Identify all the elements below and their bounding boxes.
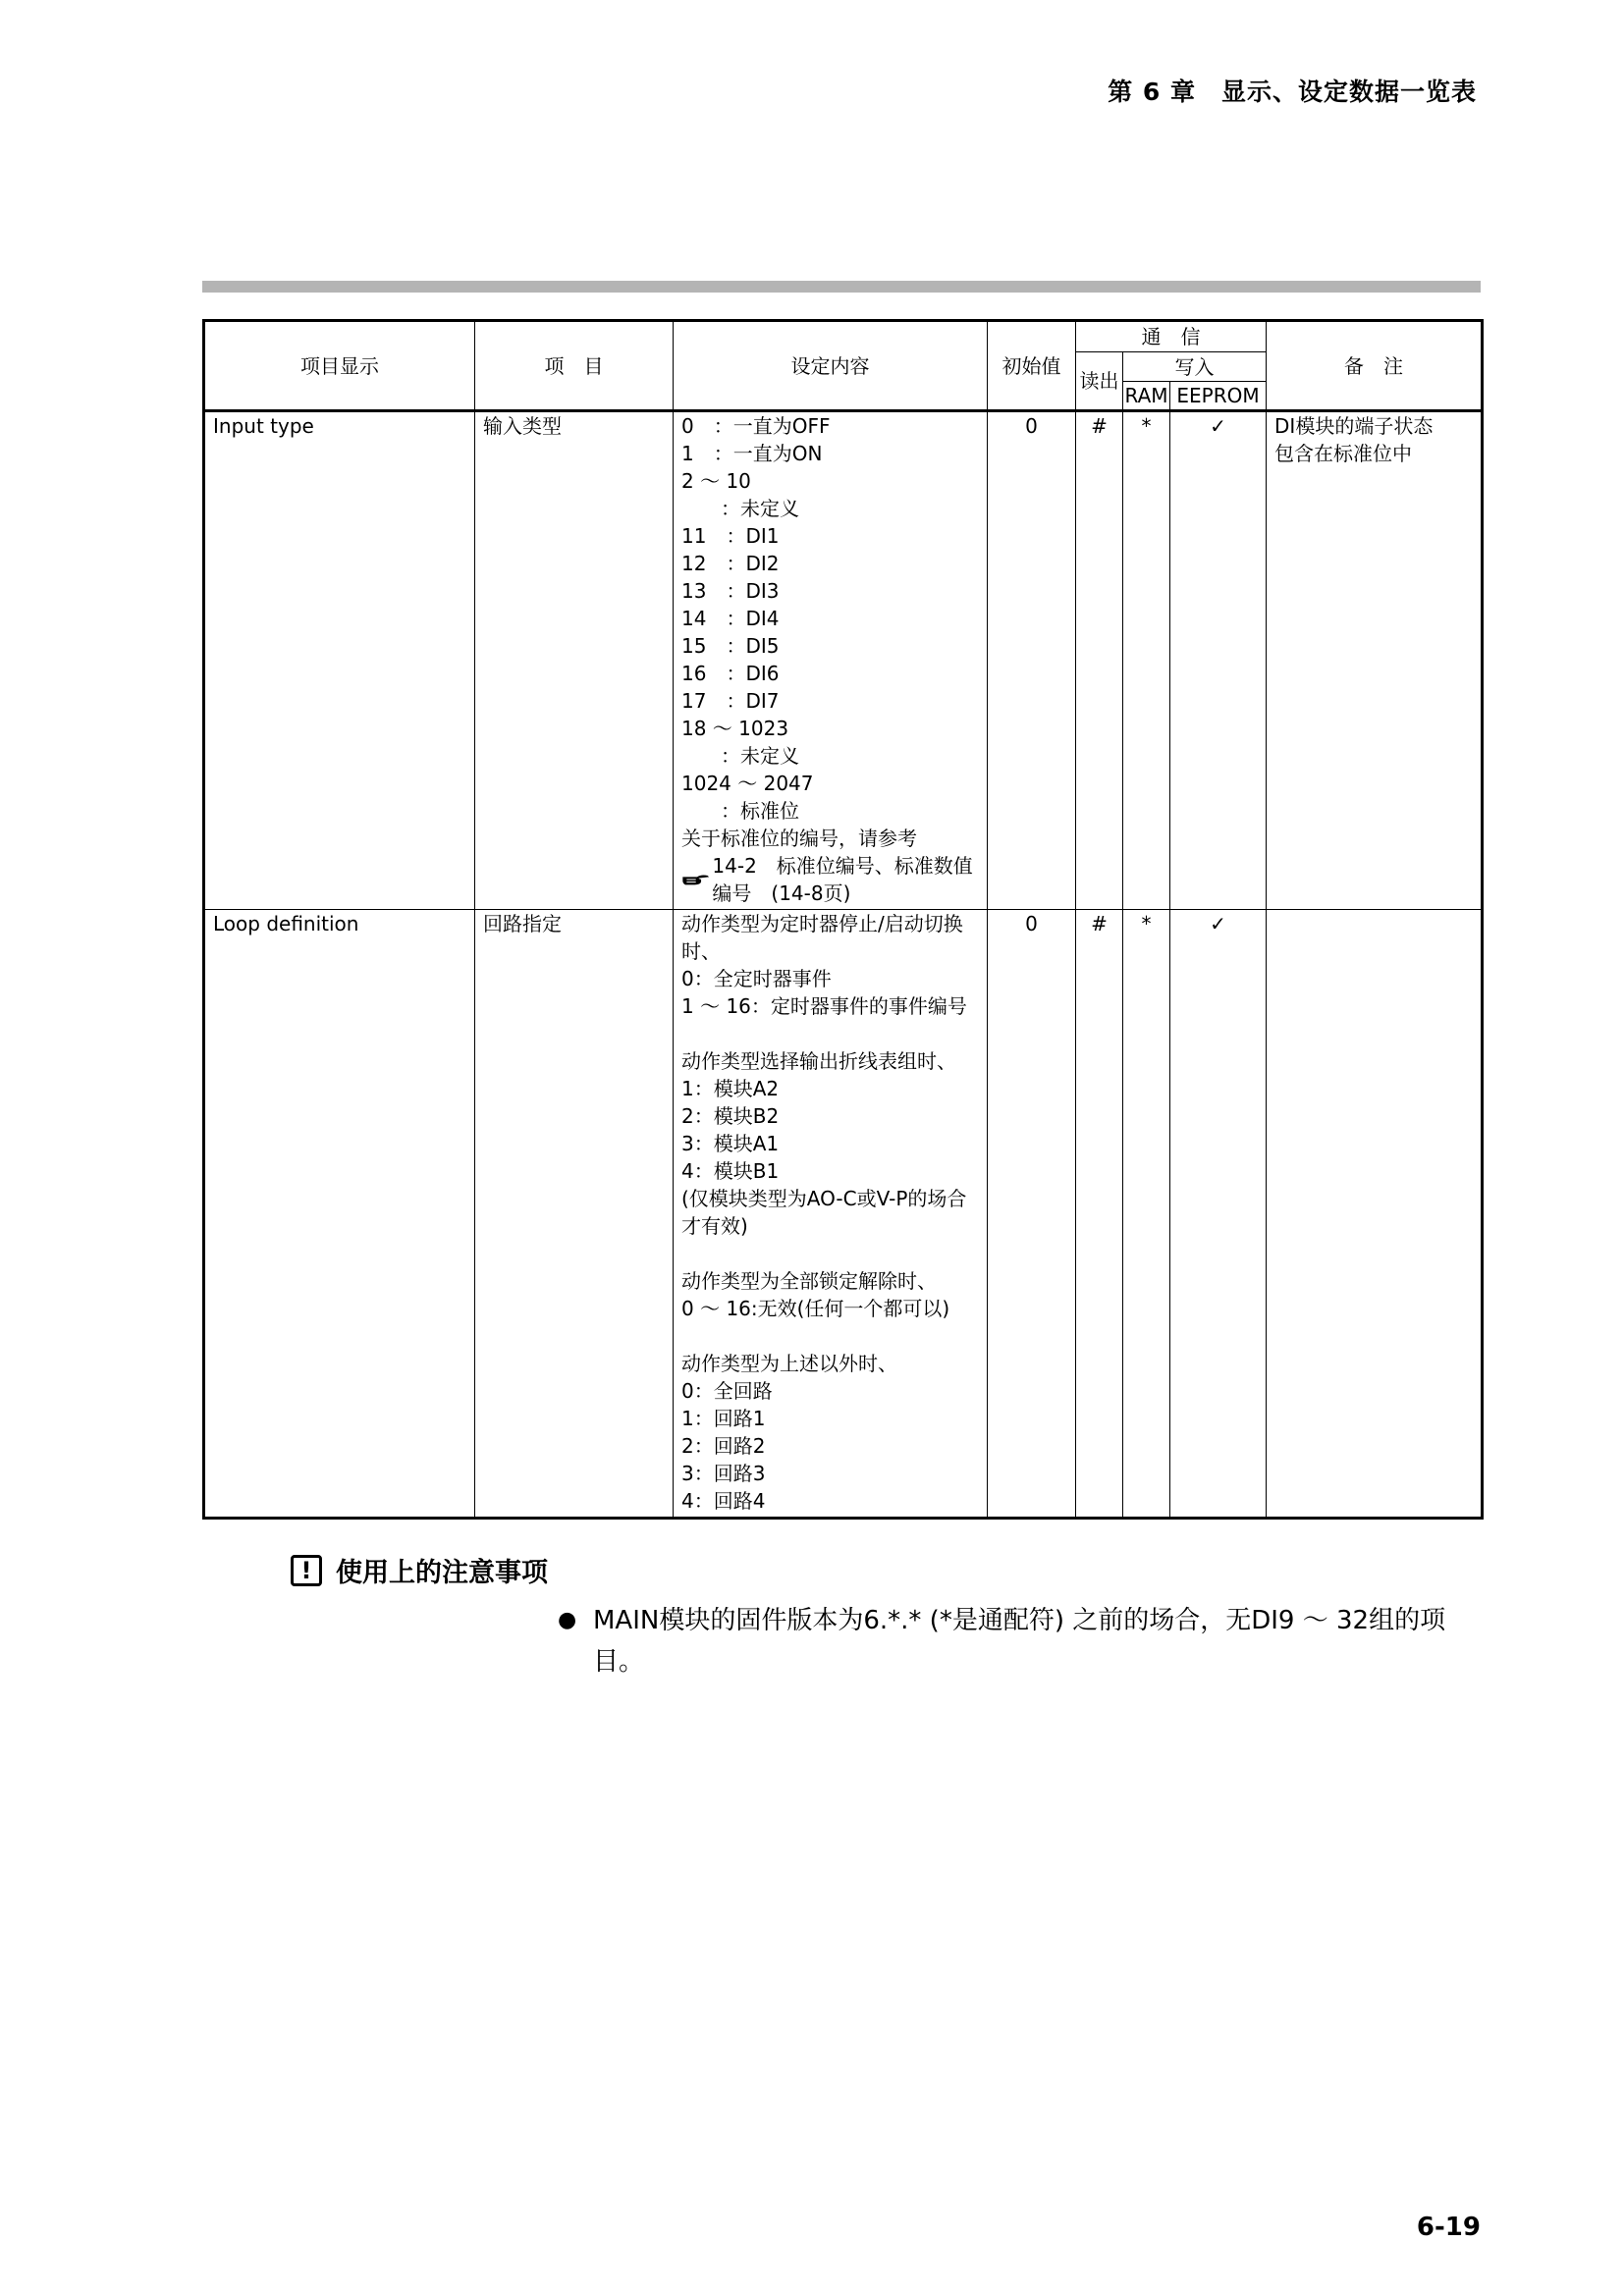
section-divider — [202, 281, 1481, 293]
bullet-icon: ● — [558, 1608, 577, 1632]
notes-heading — [291, 1551, 548, 1589]
header-content: 设定内容 — [674, 321, 988, 411]
header-eeprom: EEPROM — [1170, 382, 1267, 411]
row-remarks: DI模块的端子状态 包含在标准位中 — [1267, 411, 1483, 910]
exclamation-icon: ! — [291, 1555, 322, 1586]
note-text: MAIN模块的固件版本为6.*.* (*是通配符) 之前的场合，无DI9 ～ 32组的项目。 — [593, 1606, 1446, 1677]
row-initial: 0 — [988, 411, 1076, 910]
notes-title: 使用上的注意事项 — [336, 1558, 548, 1588]
header-remarks: 备 注 — [1267, 321, 1483, 411]
header-communication: 通 信 — [1076, 321, 1267, 352]
row-content: 动作类型为定时器停止/启动切换时、 0：全定时器事件 1 ～ 16：定时器事件的事件编号 动作类型选择输出折线表组时、 1：模块A2 2：模块B2 3：模块A1 4：模块B1 (仅模块类型为AO-C或V-P的场合才有效) 动作类型为全部锁定解除时、 0 ～ 16:无效(任何一个都可以) 动作类型为上述以外时、 0：全回路 1：回路1 2：回路2 3：回路3 4：回路4 — [674, 910, 988, 1519]
header-write: 写入 — [1123, 352, 1267, 382]
settings-table — [202, 319, 1484, 1520]
header-ram: RAM — [1123, 382, 1170, 411]
row-display: Input type — [204, 411, 475, 910]
row-eeprom: ✓ — [1170, 910, 1267, 1519]
row-item: 回路指定 — [475, 910, 674, 1519]
pointing-hand-icon — [681, 868, 710, 891]
row-remarks — [1267, 910, 1483, 1519]
header-item-display: 项目显示 — [204, 321, 475, 411]
table-row — [204, 910, 1483, 1519]
row-initial: 0 — [988, 910, 1076, 1519]
row-item: 输入类型 — [475, 411, 674, 910]
row-display: Loop definition — [204, 910, 475, 1519]
row-ram: * — [1123, 411, 1170, 910]
header-item: 项 目 — [475, 321, 674, 411]
row-read: # — [1076, 910, 1123, 1519]
page-number: 6-19 — [1416, 2213, 1481, 2242]
row-read: # — [1076, 411, 1123, 910]
row-eeprom: ✓ — [1170, 411, 1267, 910]
content-text: 0 ：一直为OFF 1 ：一直为ON 2 ～ 10 ：未定义 11 ：DI1 12 ：DI2 13 ：DI3 14 ：DI4 15 ：DI5 16 ：DI6 17 ：DI7 18 ～ 1023 ：未定义 1024 ～ 2047 ：标准位 关于标准位的编号，请参考 — [681, 414, 917, 850]
row-content — [674, 411, 988, 910]
table-row — [204, 411, 1483, 910]
reference-text: 14-2 标准位编号、标准数值编号 (14-8页) — [712, 854, 973, 905]
reference-line — [681, 852, 979, 907]
header-read: 读出 — [1076, 352, 1123, 411]
note-item — [558, 1600, 1486, 1682]
row-ram: * — [1123, 910, 1170, 1519]
header-initial-value: 初始值 — [988, 321, 1076, 411]
chapter-header: 第 6 章 显示、设定数据一览表 — [1108, 78, 1477, 106]
